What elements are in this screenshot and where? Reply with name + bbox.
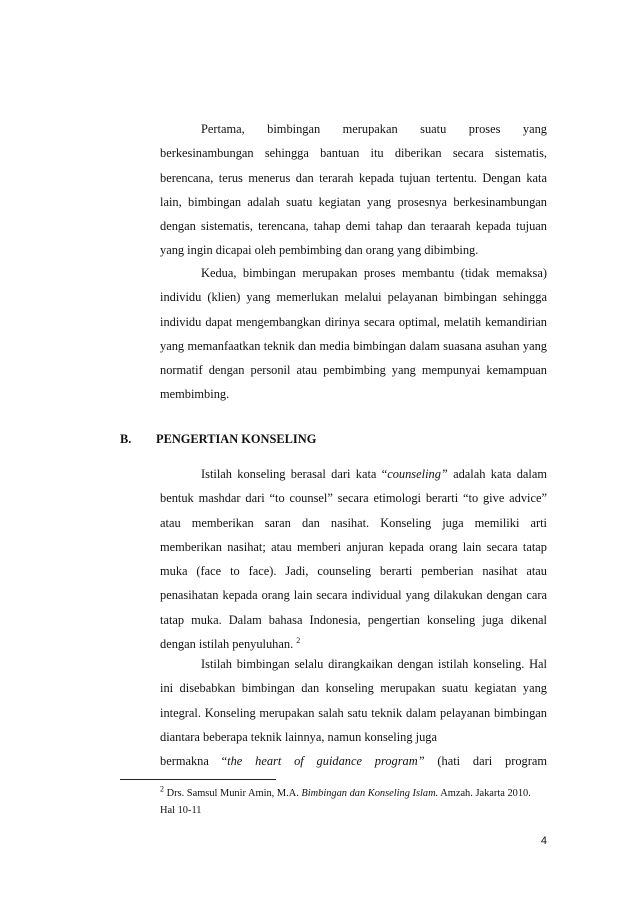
p4-text-a: Istilah bimbingan selalu dirangkaikan dengan istilah konseling. Hal ini disebabkan bimbingan dan konseling merupakan suatu kegiatan yang integral. Konseling merupakan salah satu teknik dalam pelayanan bimbingan diantara beberapa teknik lainnya, namun konseling juga — [160, 657, 547, 744]
section-title: PENGERTIAN KONSELING — [156, 432, 317, 446]
paragraph-bimbingan-konseling — [160, 652, 547, 773]
section-letter: B. — [120, 432, 132, 446]
p4-text-b: bermakna “ — [160, 754, 228, 769]
footnote-reference[interactable]: 2 — [296, 635, 301, 645]
footnote-book-title: Bimbingan dan Konseling Islam. — [301, 788, 439, 799]
p3-italic-term: counseling” — [387, 467, 448, 481]
footnote-publisher: Amzah. Jakarta 2010. — [438, 788, 531, 799]
paragraph-pertama — [160, 117, 547, 263]
p3-text-a: Istilah konseling berasal dari kata “ — [201, 467, 388, 481]
p4-text-c: (hati dari program — [424, 754, 547, 769]
p4-last-line — [160, 749, 547, 773]
footnote-author: Drs. Samsul Munir Amin, M.A. — [164, 788, 302, 799]
section-heading — [120, 432, 316, 447]
p4-italic-phrase: the heart of guidance program” — [227, 754, 425, 769]
paragraph-pertama-first-line: Pertama, bimbingan merupakan suatu proses yang — [201, 122, 547, 136]
paragraph-pertama-body: berkesinambungan sehingga bantuan itu diberikan secara sistematis, berencana, terus menerus dan terarah kepada tujuan tertentu. Dengan kata lain, bimbingan adalah suatu kegiatan yang prosesnya berkesinambungan dengan sistematis, terencana, tahap demi tahap dan teraarah kepada tujuan yang ingin dicapai oleh pembimbing dan orang yang dibimbing. — [160, 146, 547, 258]
paragraph-kedua: Kedua, bimbingan merupakan proses membantu (tidak memaksa) individu (klien) yang memerlukan melalui pelayanan bimbingan sehingga individu dapat mengembangkan dirinya secara optimal, melatih kemandirian yang memanfaatkan teknik dan media bimbingan dalam suasana asuhan yang normatif dengan personil atau pembimbing yang mempunyai kemampuan membimbing. — [160, 266, 547, 402]
footnote-number: 2 — [160, 784, 164, 794]
paragraph-konseling-definition — [160, 462, 547, 656]
footnote — [160, 785, 555, 819]
footnote-pages: Hal 10-11 — [160, 805, 202, 816]
footnote-separator — [120, 779, 276, 780]
p3-text-b: adalah kata dalam bentuk mashdar dari “to counsel” secara etimologi berarti “to give advice” atau memberikan saran dan nasihat. Konseling juga memiliki arti memberikan nasihat; atau memberi anjuran kepada orang lain secara tatap muka (face to face). Jadi, counseling berarti pemberian nasihat atau penasihatan kepada orang lain secara individual yang dilakukan dengan cara tatap muka. Dalam bahasa Indonesia, pengertian konseling juga dikenal dengan istilah penyuluhan. — [160, 467, 547, 652]
page-number: 4 — [540, 835, 547, 847]
